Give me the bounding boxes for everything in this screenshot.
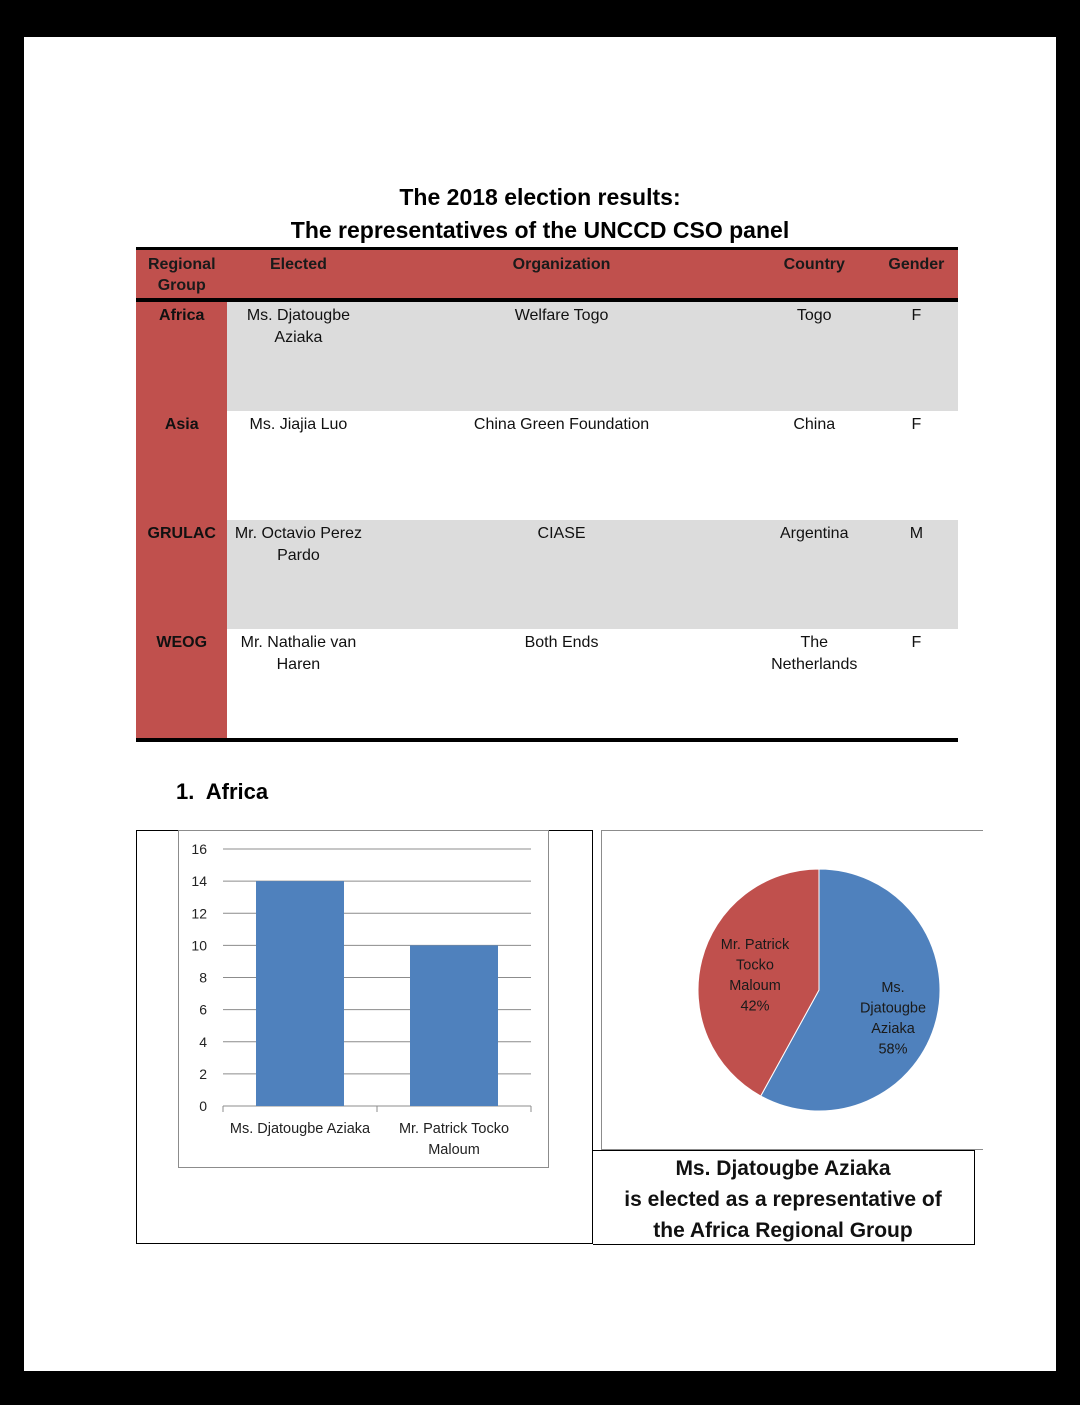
pie-data-label: Aziaka: [871, 1021, 915, 1037]
cell-region: Asia: [136, 411, 227, 520]
x-tick-label: Mr. Patrick Tocko: [398, 1121, 510, 1137]
pie-data-label: Ms.: [881, 980, 905, 996]
cell-region: WEOG: [136, 629, 227, 740]
cell-gender: F: [875, 300, 958, 411]
document-title-line2: The representatives of the UNCCD CSO panel: [290, 217, 790, 243]
bar-chart: [179, 831, 548, 1167]
header-regional-group: Regional Group: [136, 249, 227, 301]
document-title-line1: The 2018 election results:: [399, 184, 681, 210]
result-caption: [596, 1153, 970, 1246]
y-tick-label: 8: [199, 969, 207, 986]
results-table: [136, 247, 958, 742]
cell-country: China: [793, 416, 836, 433]
pie-data-label: Maloum: [729, 978, 781, 994]
cell-elected: Mr. Octavio Perez Pardo: [227, 520, 369, 629]
x-tick-label: Ms. Djatougbe Aziaka: [229, 1121, 371, 1137]
caption-line3: the Africa Regional Group: [653, 1219, 913, 1242]
table-row: [136, 411, 958, 520]
header-organization: Organization: [369, 249, 753, 301]
pie-chart-area: [601, 830, 983, 1150]
cell-country: Togo: [754, 300, 875, 411]
cell-organization: Both Ends: [524, 634, 599, 651]
table-header-row: [136, 249, 958, 301]
table-row: [136, 629, 958, 740]
y-tick-label: 16: [191, 841, 207, 857]
cell-elected: Mr. Nathalie van Haren: [240, 634, 357, 673]
cell-gender: F: [911, 416, 922, 433]
cell-region: GRULAC: [136, 520, 227, 629]
cell-region: Africa: [136, 300, 227, 411]
bar-chart-area: [178, 830, 549, 1168]
caption-line2: is elected as a representative of: [624, 1188, 942, 1211]
cell-country: Argentina: [754, 520, 875, 629]
header-country: Country: [754, 249, 875, 301]
table-row: [136, 300, 958, 411]
y-tick-label: 0: [199, 1098, 207, 1114]
section-label: Africa: [205, 779, 269, 804]
y-tick-label: 4: [199, 1033, 207, 1050]
caption-line1: Ms. Djatougbe Aziaka: [675, 1157, 891, 1180]
pie-data-label: 58%: [878, 1041, 908, 1058]
cell-gender: F: [911, 634, 922, 651]
pie-data-label: Tocko: [736, 957, 774, 974]
cell-elected: Ms. Jiajia Luo: [249, 416, 348, 433]
y-tick-label: 12: [191, 905, 207, 922]
pie-data-label: 42%: [740, 998, 770, 1015]
y-tick-label: 10: [191, 937, 207, 954]
pie-data-label: Djatougbe: [859, 1000, 927, 1017]
header-elected: Elected: [227, 249, 369, 301]
cell-country: The Netherlands: [771, 634, 858, 673]
cell-organization: CIASE: [369, 520, 753, 629]
table-row: [136, 520, 958, 629]
cell-organization: China Green Foundation: [473, 416, 650, 433]
section-number: 1.: [176, 779, 195, 804]
cell-organization: Welfare Togo: [369, 300, 753, 411]
y-tick-label: 2: [199, 1065, 207, 1082]
pie-chart: [602, 831, 983, 1149]
x-tick-label: Maloum: [428, 1142, 480, 1158]
pie-data-label: Mr. Patrick: [720, 937, 790, 953]
bar: [410, 945, 498, 1106]
bar: [256, 881, 344, 1106]
header-gender: Gender: [875, 249, 958, 301]
section-heading: [176, 779, 268, 805]
cell-gender: M: [875, 520, 958, 629]
y-tick-label: 6: [199, 1001, 207, 1018]
cell-elected: Ms. Djatougbe Aziaka: [227, 300, 369, 411]
y-tick-label: 14: [191, 873, 207, 890]
